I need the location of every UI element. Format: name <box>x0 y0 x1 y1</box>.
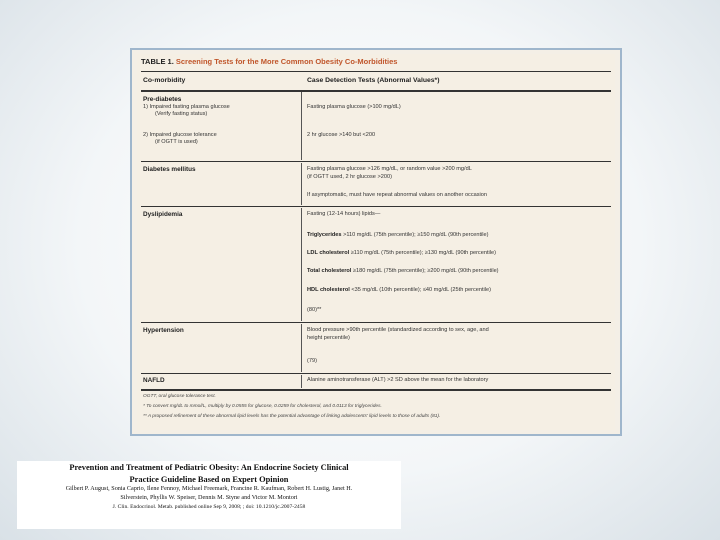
prediabetes-test2: 2 hr glucose >140 but <200 <box>307 132 376 138</box>
total-cholesterol-label: Total cholesterol <box>307 268 352 274</box>
hdl-value: <35 mg/dL (10th percentile); ≤40 mg/dL (25th percentile) <box>349 287 491 293</box>
hypertension-ref: (79) <box>307 358 317 364</box>
citation-journal: J. Clin. Endocrinol. Metab. published online Sep 9, 2008; ; doi: 10.1210/jc.2007-2458 <box>112 504 306 510</box>
table-image-frame <box>130 48 622 436</box>
hdl-label: HDL cholesterol <box>307 287 350 293</box>
diabetes-test1: Fasting plasma glucose >126 mg/dL, or random value >200 mg/dL <box>307 166 472 172</box>
dyslipidemia-test0: Fasting (12-14 hours) lipids— <box>307 211 381 217</box>
citation-authors-line1: Gilbert P. August, Sonia Caprio, Ilene Fennoy, Michael Freemark, Francine R. Kaufman, Robert H. Lustig, Janet H. <box>65 485 353 493</box>
footnote-ogtt: OGTT, oral glucose tolerance test. <box>143 394 216 399</box>
row-name-prediabetes: Pre-diabetes <box>143 96 182 103</box>
hdl-line <box>307 287 491 294</box>
footnote-conversion: * To convert mg/dL to mmol/L, multiply by 0.0555 for glucose, 0.0259 for cholesterol, and 0.0113 for triglycerides. <box>143 404 382 409</box>
row-rule <box>141 322 611 323</box>
total-cholesterol-value: ≥180 mg/dL (75th percentile); ≥200 mg/dL (90th percentile) <box>351 268 499 274</box>
row-name-dyslipidemia: Dyslipidemia <box>143 211 183 218</box>
column-divider <box>301 375 302 388</box>
row-rule <box>141 206 611 207</box>
header-case-detection: Case Detection Tests (Abnormal Values*) <box>307 77 440 84</box>
table-title-text: Screening Tests for the More Common Obesity Co-Morbidities <box>175 57 398 66</box>
diabetes-test3: If asymptomatic, must have repeat abnormal values on another occasion <box>307 192 488 198</box>
row-name-nafld: NAFLD <box>143 377 165 384</box>
ldl-value: ≥110 mg/dL (75th percentile); ≥130 mg/dL (90th percentile) <box>349 250 496 256</box>
title-rule <box>141 71 611 72</box>
header-rule <box>141 90 611 92</box>
triglycerides-line <box>307 232 489 239</box>
dyslipidemia-ref: (80)** <box>307 307 322 313</box>
prediabetes-sub2: 2) Impaired glucose tolerance <box>143 132 217 138</box>
triglycerides-label: Triglycerides <box>307 232 342 238</box>
prediabetes-sub1b: (Verify fasting status) <box>155 111 208 117</box>
prediabetes-test1: Fasting plasma glucose (>100 mg/dL) <box>307 104 401 110</box>
ldl-line <box>307 250 496 257</box>
column-divider <box>301 324 302 372</box>
citation-authors-line2: Silverstein, Phyllis W. Speiser, Dennis M. Styne and Victor M. Montori <box>120 493 298 501</box>
screening-table <box>137 54 615 430</box>
column-divider <box>301 92 302 160</box>
nafld-test1: Alanine aminotransferase (ALT) >2 SD above the mean for the laboratory <box>307 377 489 383</box>
row-name-diabetes: Diabetes mellitus <box>143 166 196 173</box>
row-rule <box>141 161 611 162</box>
hypertension-test2: height percentile) <box>307 335 350 341</box>
table-title <box>141 57 397 66</box>
ldl-label: LDL cholesterol <box>307 250 350 256</box>
triglycerides-value: >110 mg/dL (75th percentile); ≥150 mg/dL (90th percentile) <box>341 232 489 238</box>
diabetes-test2: (if OGTT used, 2 hr glucose >200) <box>307 174 392 180</box>
prediabetes-sub2b: (if OGTT is used) <box>155 139 198 145</box>
citation-box <box>17 461 401 529</box>
column-divider <box>301 163 302 205</box>
hypertension-test1: Blood pressure >90th percentile (standardized according to sex, age, and <box>307 327 489 333</box>
prediabetes-sub1: 1) Impaired fasting plasma glucose <box>143 104 230 110</box>
table-bottom-rule <box>141 389 611 391</box>
header-comorbidity: Co-morbidity <box>143 77 186 84</box>
citation-title-line2: Practice Guideline Based on Expert Opinion <box>129 474 289 484</box>
column-divider <box>301 208 302 321</box>
total-cholesterol-line <box>307 268 499 275</box>
table-label: TABLE 1. <box>141 57 174 66</box>
citation-title-line1: Prevention and Treatment of Pediatric Obesity: An Endocrine Society Clinical <box>69 463 349 472</box>
row-name-hypertension: Hypertension <box>143 327 184 334</box>
row-rule <box>141 373 611 374</box>
footnote-lipid-refinement: ** A proposed refinement of these abnormal lipid levels has the potential advantage of linking adolescents' lipid levels to those of adults (81). <box>143 414 441 419</box>
